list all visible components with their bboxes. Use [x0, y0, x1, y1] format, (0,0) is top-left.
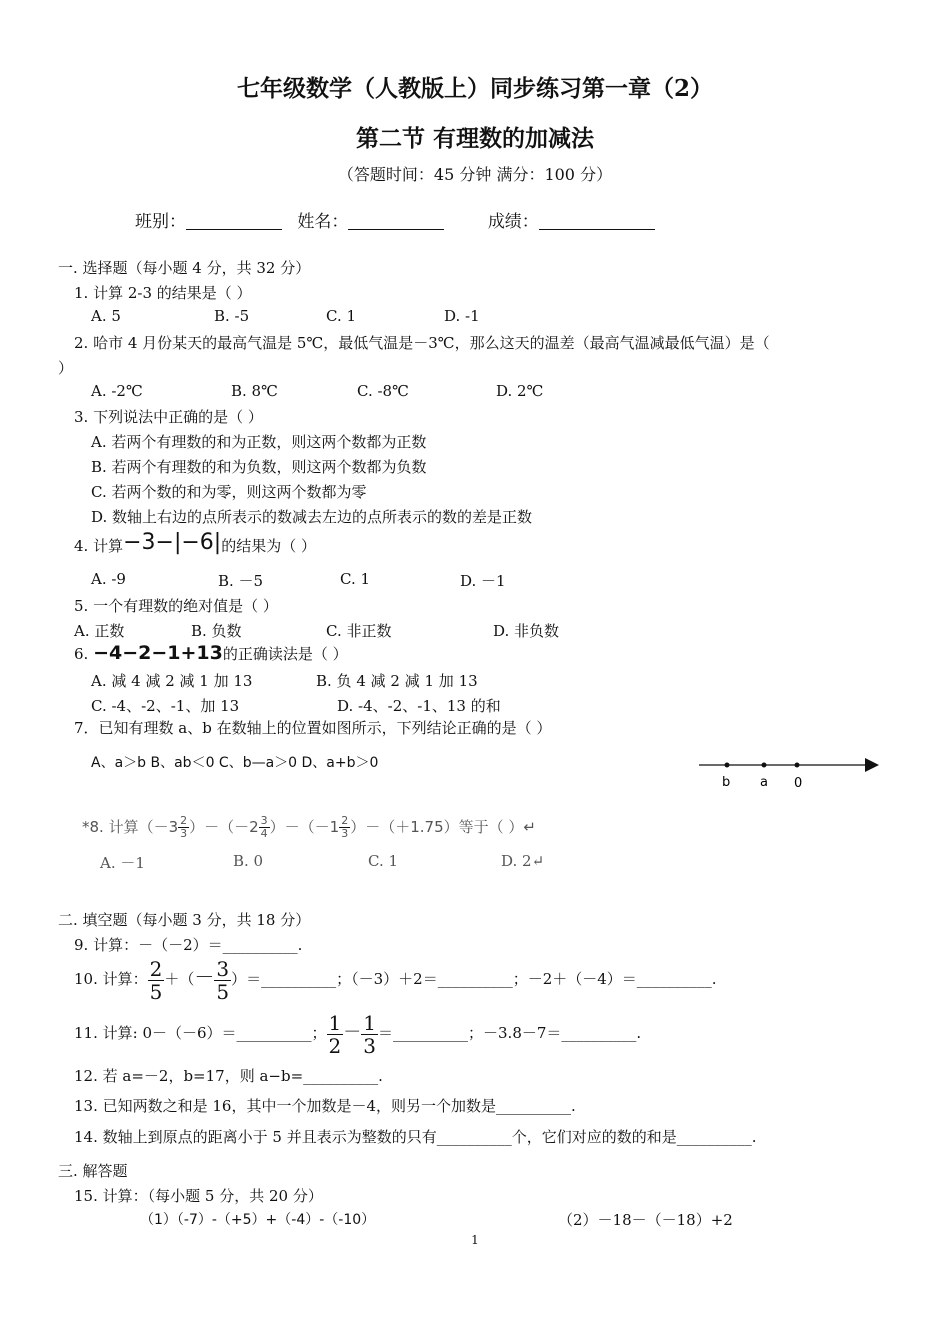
q3-option-b: B. 若两个有理数的和为负数，则这两个数都为负数: [91, 458, 427, 476]
q1-option-b: B. -5: [214, 307, 250, 325]
q5-stem: 5. 一个有理数的绝对值是（ ）: [74, 597, 278, 615]
q6-stem: [74, 641, 348, 666]
q11-fraction-1-num: 1: [328, 1010, 342, 1035]
q11-fraction-2: [361, 1012, 378, 1057]
point-zero: [795, 763, 800, 768]
q6-option-a: A. 减 4 减 2 减 1 加 13: [91, 672, 253, 690]
q8-option-b: B. 0: [233, 852, 264, 870]
q11-suffix: ＝__________；－3.8－7＝__________.: [378, 1024, 642, 1042]
label-zero: 0: [794, 776, 803, 791]
q11-prefix: 11. 计算: 0－（－6）＝__________；: [74, 1024, 327, 1042]
q7-options: A、a＞b B、ab＜0 C、b—a＞0 D、a+b＞0: [91, 755, 379, 771]
q1-option-a: A. 5: [91, 307, 121, 325]
q10-fraction-2-num: 3: [216, 956, 230, 981]
q11-fraction-1: [327, 1012, 344, 1057]
q8-fraction-3-num: 2: [341, 814, 349, 827]
q11-minus: －: [343, 1022, 362, 1043]
page-subtitle: 第二节 有理数的加减法: [355, 125, 594, 152]
q9: 9. 计算：－（－2）＝__________.: [74, 936, 303, 954]
number-line-arrow: [865, 758, 879, 772]
q10-fraction-1-den: 5: [149, 979, 163, 1004]
q10-fraction-2: [214, 958, 231, 1003]
name-blank[interactable]: [348, 213, 444, 230]
score-label: 成绩：: [487, 212, 539, 232]
q8-mid-1: ）－（－2: [189, 818, 259, 836]
q6-expression: −4−2−1+13: [93, 642, 223, 664]
q1-stem: 1. 计算 2-3 的结果是（ ）: [74, 284, 252, 302]
q4-option-b: B. －5: [218, 572, 264, 590]
q8-fraction-1-num: 2: [180, 814, 188, 827]
class-label: 班别：: [135, 212, 186, 232]
q6-suffix: 的正确读法是（ ）: [222, 645, 348, 663]
q6-prefix: 6.: [74, 645, 89, 663]
q2-option-b: B. 8℃: [231, 382, 278, 400]
q8-fraction-3: [339, 815, 350, 840]
q10-fraction-2-den: 5: [216, 979, 230, 1004]
q11-fraction-1-den: 2: [328, 1033, 342, 1058]
q12: 12. 若 a=－2，b=17，则 a−b=__________.: [74, 1067, 383, 1085]
q2-stem-tail: ）: [58, 359, 74, 377]
q10: [74, 954, 717, 1003]
q3-stem: 3. 下列说法中正确的是（ ）: [74, 408, 263, 426]
label-a: a: [760, 775, 768, 790]
q4-suffix: 的结果为（ ）: [221, 537, 316, 555]
q10-fraction-1-num: 2: [149, 956, 163, 981]
q5-option-a: A. 正数: [74, 622, 125, 640]
q4-option-d: D. －1: [460, 572, 506, 590]
q4-option-a: A. -9: [91, 570, 126, 588]
q2-option-d: D. 2℃: [496, 382, 544, 400]
point-b: [725, 763, 730, 768]
q10-suffix: ）＝__________；（－3）＋2＝__________；－2＋（－4）＝__________.: [231, 970, 717, 988]
q8-fraction-1: [178, 815, 189, 840]
q15-part1: （1）（-7）-（+5）+（-4）-（-10）: [140, 1212, 376, 1228]
q8-fraction-2-den: 4: [260, 827, 268, 840]
q7-stem: 7．已知有理数 a、b 在数轴上的位置如图所示，下列结论正确的是（ ）: [74, 719, 552, 737]
q5-option-d: D. 非负数: [493, 622, 560, 640]
q8-option-a: A. －1: [100, 854, 145, 872]
q5-option-c: C. 非正数: [326, 622, 392, 640]
q8-stem: [82, 812, 536, 842]
time-info: （答题时间：45 分钟 满分：100 分）: [337, 165, 613, 184]
q3-option-c: C. 若两个数的和为零，则这两个数都为零: [91, 483, 367, 501]
name-label: 姓名：: [297, 212, 349, 232]
number-line-figure: [695, 752, 885, 792]
section2-heading: 二. 填空题（每小题 3 分，共 18 分）: [58, 911, 311, 929]
class-blank[interactable]: [186, 213, 282, 230]
q3-option-a: A. 若两个有理数的和为正数，则这两个数都为正数: [91, 433, 427, 451]
q8-suffix: ）－（＋1.75）等于（ ）↵: [350, 818, 536, 836]
q2-option-c: C. -8℃: [357, 382, 409, 400]
q10-prefix: 10. 计算：: [74, 970, 148, 988]
q1-option-d: D. -1: [444, 307, 480, 325]
section1-heading: 一. 选择题（每小题 4 分，共 32 分）: [58, 259, 311, 277]
q4-option-c: C. 1: [340, 570, 371, 588]
q10-fraction-1: [148, 958, 165, 1003]
q10-neg: －: [194, 965, 215, 989]
q8-fraction-2: [259, 815, 270, 840]
q8-fraction-1-den: 3: [180, 827, 188, 840]
q11: [74, 1010, 641, 1057]
q5-option-b: B. 负数: [191, 622, 242, 640]
q10-plus: ＋（: [164, 970, 195, 988]
q8-fraction-2-num: 3: [260, 814, 268, 827]
q6-option-d: D. -4、-2、-1、13 的和: [337, 697, 501, 715]
section3-heading: 三. 解答题: [58, 1162, 128, 1180]
q2-stem: 2. 哈市 4 月份某天的最高气温是 5℃，最低气温是－3℃，那么这天的温差（最高气温减最低气温）是（: [74, 334, 770, 352]
q8-option-d: D. 2↵: [501, 852, 545, 870]
q11-fraction-2-den: 3: [363, 1033, 377, 1058]
q3-option-d: D. 数轴上右边的点所表示的数减去左边的点所表示的数的差是正数: [91, 508, 533, 526]
q11-fraction-2-num: 1: [363, 1010, 377, 1035]
score-blank[interactable]: [539, 213, 655, 230]
point-a: [762, 763, 767, 768]
q6-option-c: C. -4、-2、-1、加 13: [91, 697, 240, 715]
q1-option-c: C. 1: [326, 307, 357, 325]
q13: 13. 已知两数之和是 16，其中一个加数是－4，则另一个加数是__________.: [74, 1097, 576, 1115]
q4-prefix: 4. 计算: [74, 537, 124, 555]
q15-stem: 15. 计算：（每小题 5 分，共 20 分）: [74, 1187, 323, 1205]
q14: 14. 数轴上到原点的距离小于 5 并且表示为整数的只有__________个，它们对应的数的和是__________.: [74, 1128, 757, 1146]
q8-option-c: C. 1: [368, 852, 399, 870]
info-row: [135, 207, 655, 232]
q8-mid-2: ）－（－1: [269, 818, 340, 836]
q2-option-a: A. -2℃: [91, 382, 143, 400]
q4-expression: −3−|−6|: [123, 530, 222, 555]
q15-part2: （2）－18－（－18）+2: [558, 1211, 733, 1229]
page-title: 七年级数学（人教版上）同步练习第一章（2）: [236, 75, 713, 102]
q8-prefix: *8. 计算（－3: [82, 818, 179, 836]
q6-option-b: B. 负 4 减 2 减 1 加 13: [316, 672, 478, 690]
label-b: b: [722, 775, 731, 790]
q4-stem: [74, 530, 316, 559]
page-number: 1: [471, 1233, 479, 1247]
q8-fraction-3-den: 3: [341, 827, 349, 840]
